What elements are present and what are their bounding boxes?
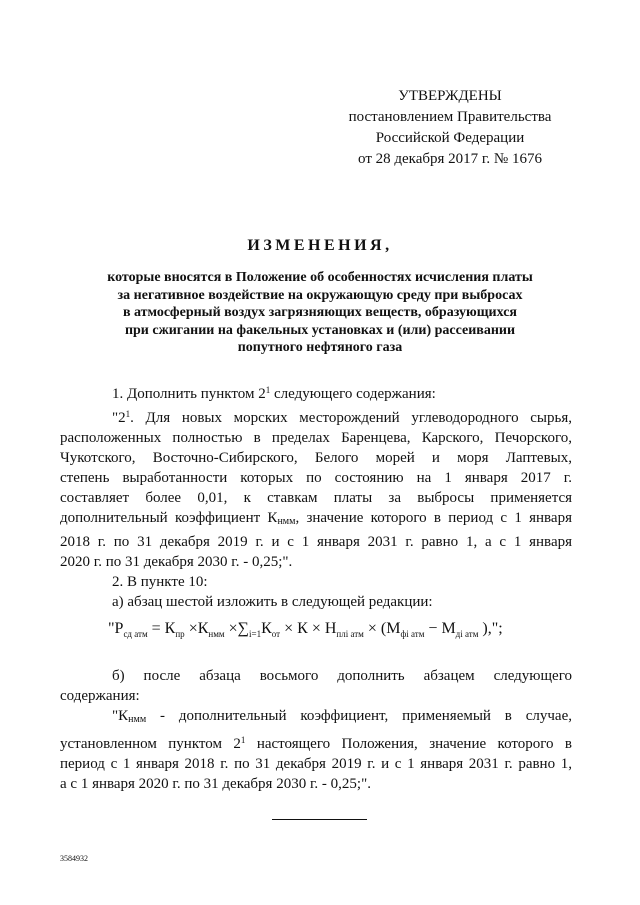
document-heading — [60, 237, 580, 357]
subscript: нмм — [277, 516, 296, 527]
text-span: следующего содержания: — [270, 386, 436, 402]
text-span: "2 — [112, 410, 126, 426]
formula-part: ),"; — [478, 620, 503, 637]
quoted-point-2-1 — [60, 404, 572, 572]
approved-line-2: Российской Федерации — [375, 130, 525, 146]
formula-sub: пр — [175, 629, 185, 640]
formula-part: ×К — [184, 620, 209, 637]
subtitle-line: в атмосферный воздух загрязняющих веществ, образующихся — [122, 305, 518, 320]
formula-part: = К — [147, 620, 176, 637]
quote-line: период с 1 января 2018 г. по 31 декабря 2019 г. и с 1 января 2031 г. равно 1, — [60, 756, 572, 772]
approved-line-1: постановлением Правительства — [348, 109, 552, 125]
item-2-paragraph: 2. В пункте 10: — [112, 574, 208, 590]
quote-line — [60, 508, 572, 532]
superscript: 1 — [240, 735, 246, 745]
document-body — [60, 380, 572, 612]
item-2a-paragraph: а) абзац шестой изложить в следующей редакции: — [112, 594, 433, 610]
subscript: нмм — [128, 714, 147, 725]
approval-stamp — [330, 86, 570, 170]
text-span: - дополнительный коэффициент, применяемый в случае, — [146, 708, 572, 724]
formula-part: "Р — [108, 620, 124, 637]
quote-line: Чукотского, Восточно-Сибирского, Белого морей и моря Лаптевых, — [60, 450, 572, 466]
superscript: 1 — [125, 409, 131, 419]
subtitle-line: за негативное воздействие на окружающую среду при выбросах — [117, 287, 523, 303]
formula-part: ×∑ — [224, 620, 250, 637]
document-subtitle — [60, 269, 580, 357]
document-body-continued — [60, 666, 572, 794]
document-number: 3584932 — [60, 854, 88, 863]
text-span: , значение которого в период с 1 января — [295, 510, 572, 526]
quote-line: 2020 г. по 31 декабря 2030 г. - 0,25;". — [60, 554, 293, 570]
quote-line: составляет более 0,01, к ставкам платы за выбросы применяется — [60, 490, 572, 506]
formula-sub: фi атм — [400, 629, 425, 640]
quoted-definition — [60, 706, 572, 794]
formula-part: − М — [424, 620, 456, 637]
quote-line: степень выработанности которых по состоянию на 1 января 2017 г. — [60, 470, 572, 486]
subtitle-line: которые вносятся в Положение об особенностях исчисления платы — [107, 270, 533, 285]
formula-sub: плi атм — [336, 629, 364, 640]
formula-part: К — [261, 620, 272, 637]
formula-sub: от — [271, 629, 281, 640]
item-2b-paragraph: б) после абзаца восьмого дополнить абзацем следующего — [112, 668, 572, 684]
text-span: . Для новых морских месторождений углеводородного сырья, — [130, 410, 572, 426]
item-2b-paragraph: содержания: — [60, 688, 140, 704]
subtitle-line: при сжигании на факельных установках и (или) рассеивании — [124, 322, 516, 338]
formula-sub: нмм — [208, 629, 225, 640]
quote-line: 2018 г. по 31 декабря 2019 г. и с 1 января 2031 г. равно 1, а с 1 января — [60, 534, 572, 550]
formula-sub: дi атм — [455, 629, 479, 640]
end-divider — [272, 819, 367, 820]
quote-line — [60, 706, 572, 730]
subtitle-line: попутного нефтяного газа — [237, 340, 403, 355]
formula-sub: сд атм — [123, 629, 148, 640]
formula-sub: i=1 — [249, 629, 262, 640]
approved-title: УТВЕРЖДЕНЫ — [398, 88, 502, 104]
quote-line — [60, 730, 572, 754]
document-title: ИЗМЕНЕНИЯ, — [247, 237, 393, 254]
quote-line: а с 1 января 2020 г. по 31 декабря 2030 г. - 0,25;". — [60, 776, 371, 792]
text-span: установленном пунктом 2 — [60, 736, 241, 752]
formula-part: × К × Н — [280, 620, 337, 637]
text-span: "К — [112, 708, 129, 724]
text-span: настоящего Положения, значение которого в — [245, 736, 572, 752]
superscript: 1 — [265, 385, 271, 395]
approved-line-3: от 28 декабря 2017 г. № 1676 — [358, 151, 542, 167]
text-span: дополнительный коэффициент К — [60, 510, 278, 526]
quote-line — [60, 404, 572, 428]
item-1-paragraph — [60, 380, 572, 404]
formula-part: × (М — [363, 620, 401, 637]
quote-line: расположенных полностью в пределах Баренцева, Карского, Печорского, — [60, 430, 572, 446]
formula — [108, 620, 578, 639]
text-span: 1. Дополнить пунктом 2 — [112, 386, 266, 402]
